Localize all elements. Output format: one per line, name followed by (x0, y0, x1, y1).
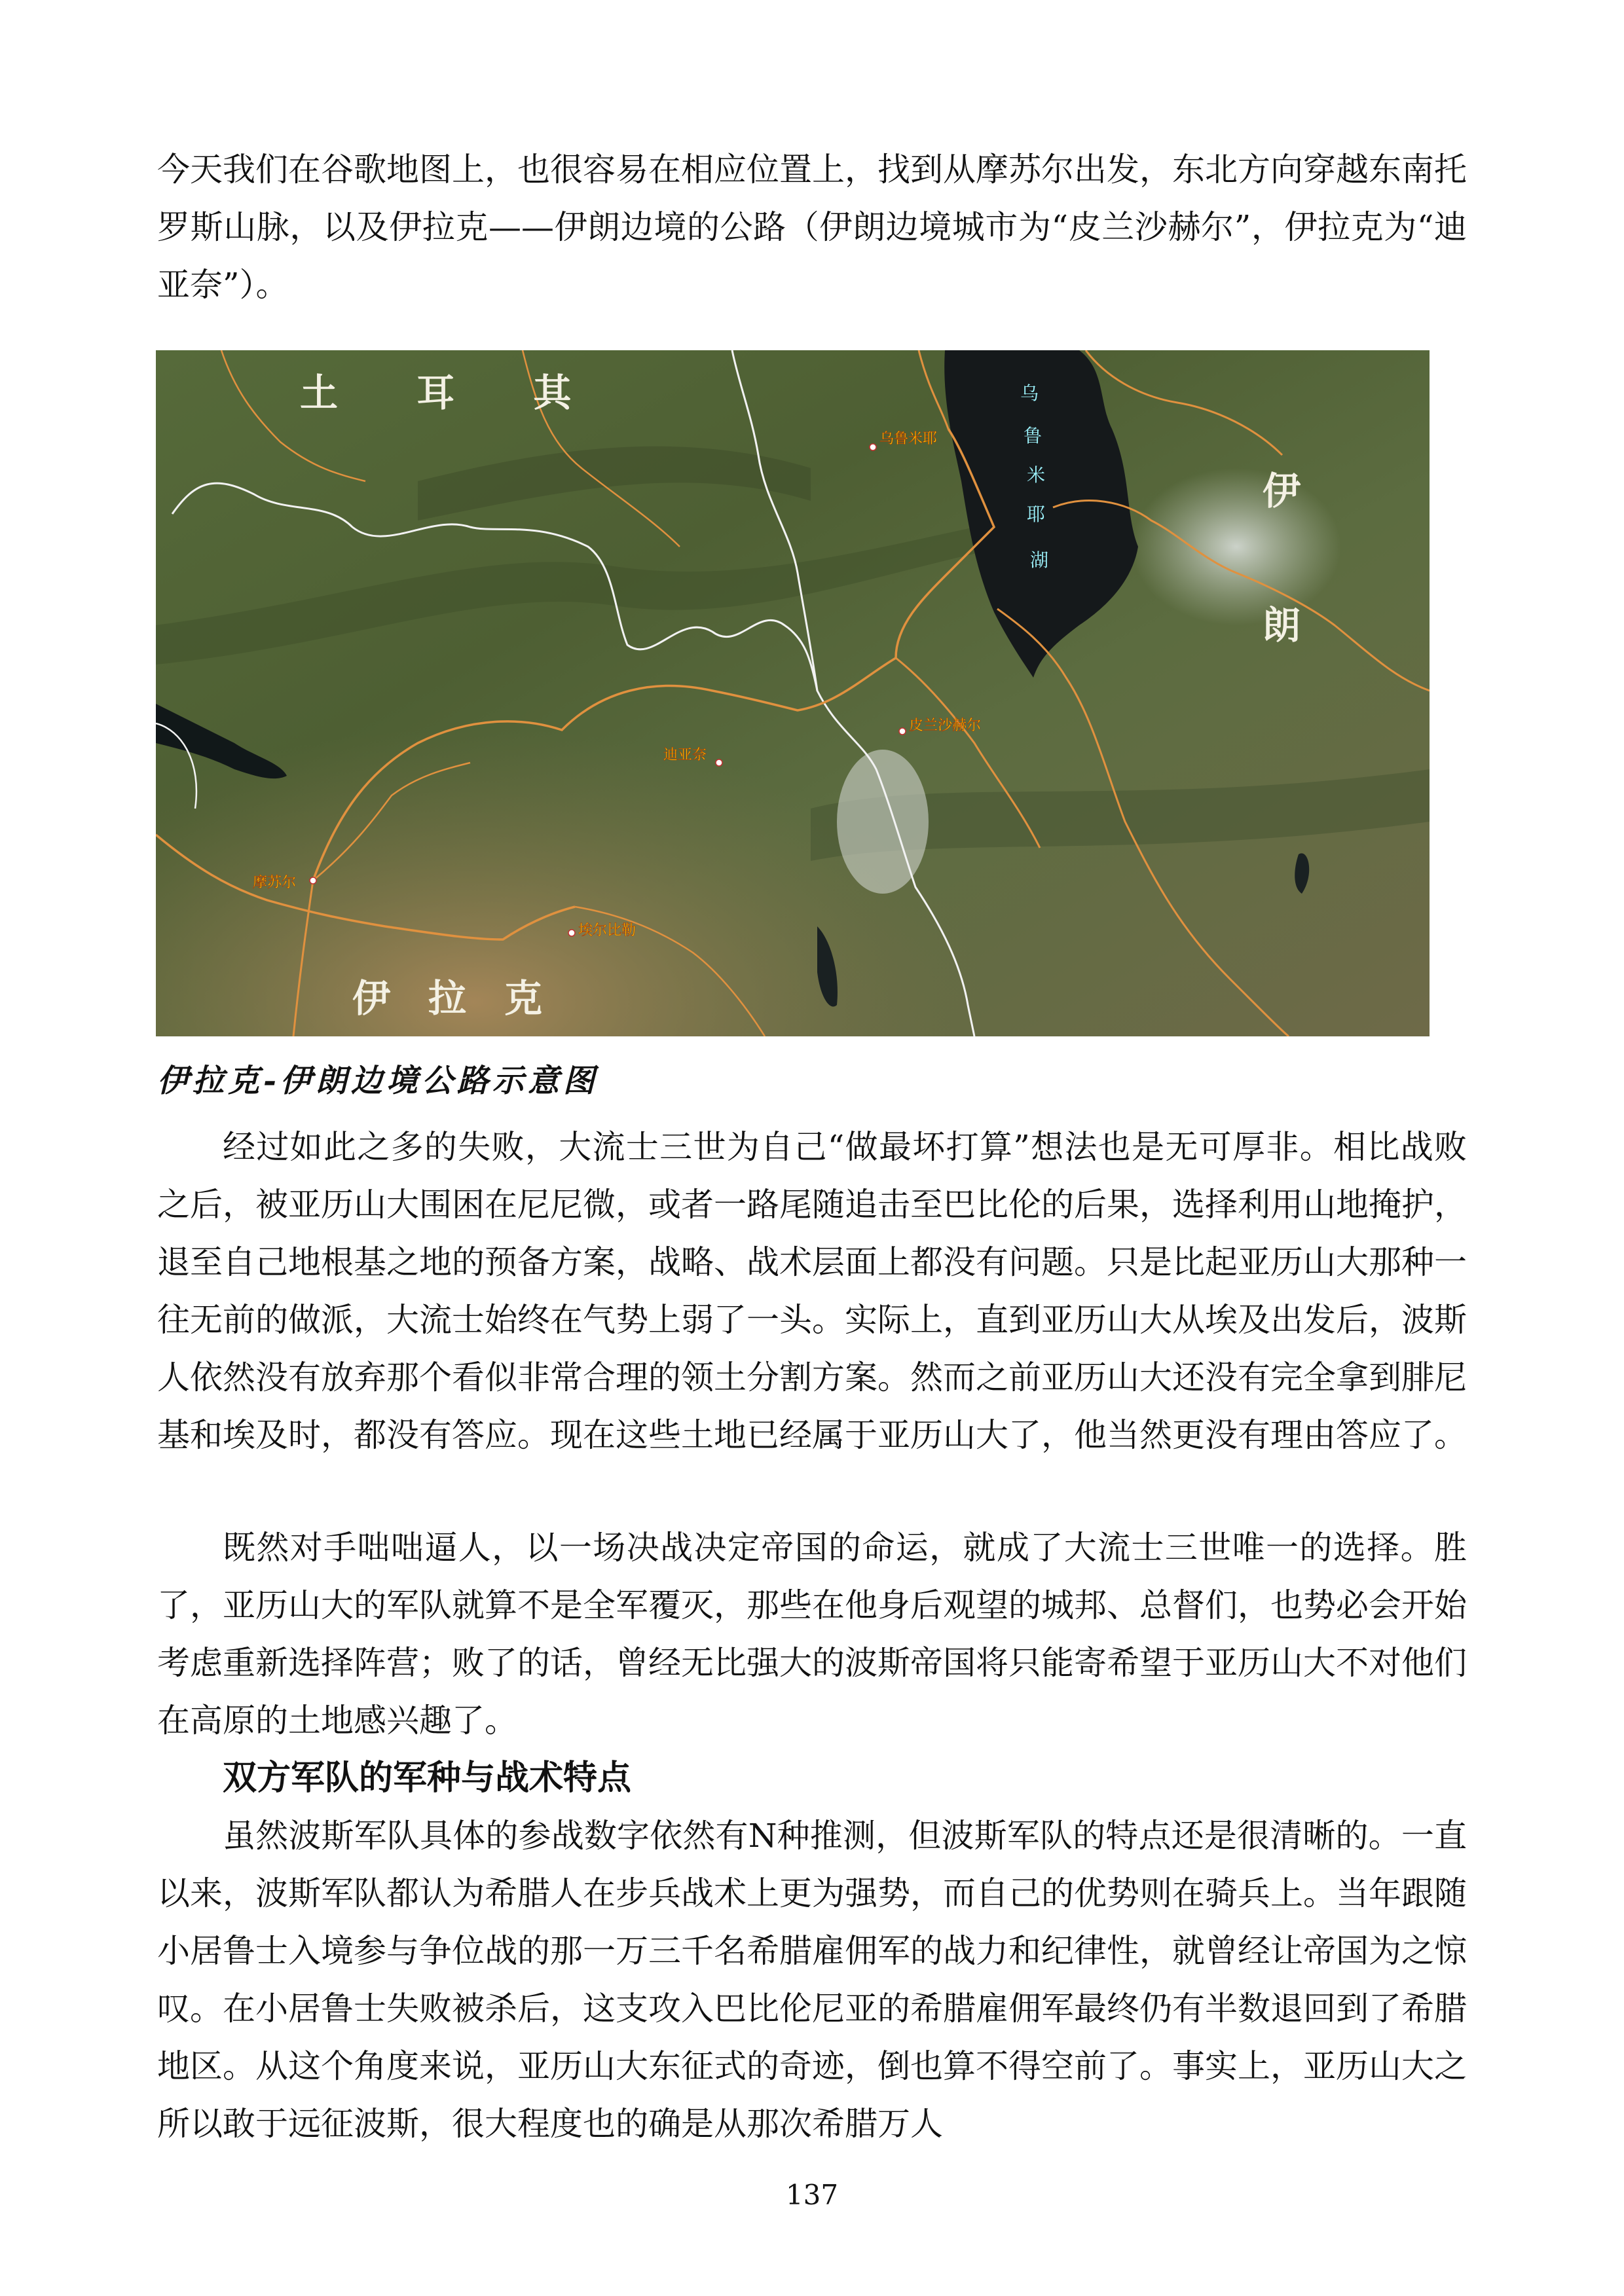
city-label-urmia: 乌鲁米耶 (879, 431, 938, 447)
city-label-mosul: 摩苏尔 (253, 875, 297, 891)
country-label-iraq: 伊 拉 克 (352, 976, 543, 1021)
lake-label-char: 米 (1027, 464, 1046, 486)
city-marker (716, 759, 722, 766)
figure-caption: 伊拉克-伊朗边境公路示意图 (157, 1063, 599, 1099)
body-paragraph: 既然对手咄咄逼人，以一场决战决定帝国的命运，就成了大流士三世唯一的选择。胜了，亚历山大的军队就算不是全军覆灭，那些在他身后观望的城邦、总督们，也势必会开始考虑重新选择阵营；败了的话，曾经无比强大的波斯帝国将只能寄希望于亚历山大不对他们在高原的土地感兴趣了。 (157, 1529, 1467, 1740)
country-label-iran: 伊 (1263, 469, 1301, 513)
lake-label-char: 乌 (1020, 382, 1039, 404)
intro-paragraph: 今天我们在谷歌地图上，也很容易在相应位置上，找到从摩苏尔出发，东北方向穿越东南托罗斯山脉，以及伊拉克——伊朗边境的公路（伊朗边境城市为“皮兰沙赫尔”，伊拉克为“迪亚奈”）。 (157, 151, 1467, 304)
city-label-piranshahr: 皮兰沙赫尔 (909, 718, 982, 734)
lake-label-char: 湖 (1030, 549, 1049, 571)
city-label-diana: 迪亚奈 (663, 747, 707, 763)
page-number: 137 (785, 2179, 839, 2211)
body-paragraph: 虽然波斯军队具体的参战数字依然有N种推测，但波斯军队的特点还是很清晰的。一直以来，波斯军队都认为希腊人在步兵战术上更为强势，而自己的优势则在骑兵上。当年跟随小居鲁士入境参与争位战的那一万三千名希腊雇佣军的战力和纪律性，就曾经让帝国为之惊叹。在小居鲁士失败被杀后，这支攻入巴比伦尼亚的希腊雇佣军最终仍有半数退回到了希腊地区。从这个角度来说，亚历山大东征式的奇迹，倒也算不得空前了。事实上，亚历山大之所以敢于远征波斯，很大程度也的确是从那次希腊万人 (157, 1817, 1467, 2143)
section-heading: 双方军队的军种与战术特点 (223, 1758, 632, 1798)
city-marker (568, 930, 575, 936)
lake-shore (1132, 468, 1341, 625)
country-label-iran: 朗 (1263, 603, 1301, 647)
lake-label-char: 耶 (1027, 503, 1046, 525)
city-marker (310, 877, 316, 884)
city-label-erbil: 埃尔比勒 (578, 922, 637, 939)
country-label-turkey: 土 耳 其 (300, 371, 604, 415)
city-marker (870, 444, 876, 450)
lake-label-char: 鲁 (1024, 425, 1043, 446)
snow-peaks (837, 750, 929, 894)
body-paragraph: 经过如此之多的失败，大流士三世为自己“做最坏打算”想法也是无可厚非。相比战败之后，被亚历山大围困在尼尼微，或者一路尾随追击至巴比伦的后果，选择利用山地掩护，退至自己地根基之地的预备方案，战略、战术层面上都没有问题。只是比起亚历山大那种一往无前的做派，大流士始终在气势上弱了一头。实际上，直到亚历山大从埃及出发后，波斯人依然没有放弃那个看似非常合理的领土分割方案。然而之前亚历山大还没有完全拿到腓尼基和埃及时，都没有答应。现在这些土地已经属于亚历山大了，他当然更没有理由答应了。 (157, 1128, 1467, 1454)
border-road-map (156, 350, 1430, 1036)
city-marker (899, 728, 906, 735)
